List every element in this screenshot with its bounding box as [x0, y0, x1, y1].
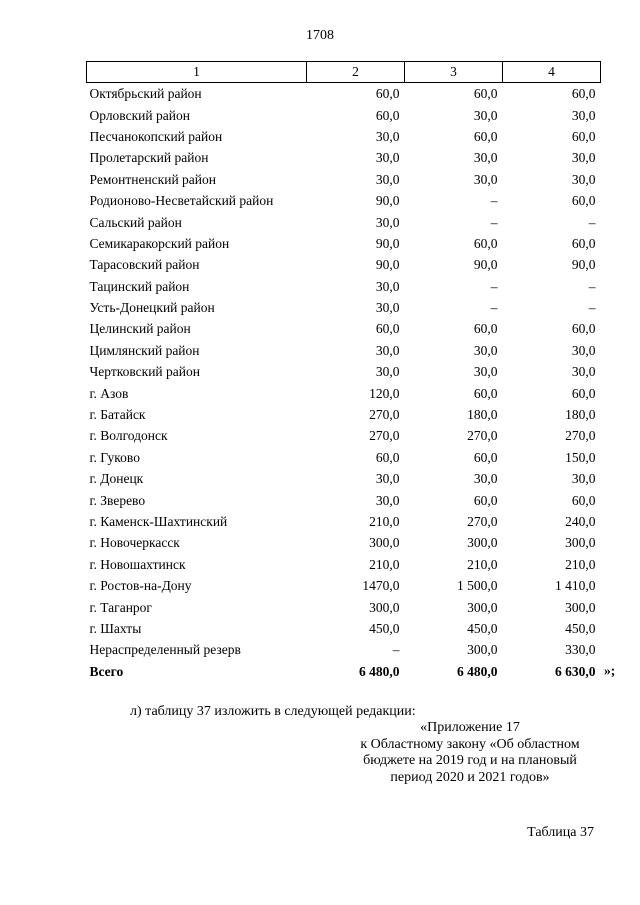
- row-value: 300,0: [369, 535, 400, 551]
- table-row: [87, 489, 601, 510]
- row-value: 210,0: [467, 556, 498, 572]
- row-value: 60,0: [571, 193, 596, 209]
- table-row: [87, 382, 601, 403]
- table-row: [87, 104, 601, 125]
- row-value: 60,0: [571, 235, 596, 251]
- row-value: 240,0: [565, 514, 596, 529]
- row-value: 60,0: [571, 492, 596, 508]
- table-row: [87, 618, 601, 639]
- row-label: Семикаракорский район: [89, 235, 230, 251]
- row-label: Орловский район: [89, 107, 190, 123]
- row-value: 60,0: [473, 86, 498, 102]
- appendix-line: бюджете на 2019 год и на плановый: [363, 753, 577, 768]
- table-row: [87, 147, 601, 168]
- row-value: 210,0: [565, 556, 596, 572]
- row-value: 150,0: [565, 449, 596, 465]
- row-value: 210,0: [369, 514, 400, 529]
- table-row: [87, 511, 601, 532]
- row-value: 30,0: [375, 171, 400, 187]
- row-label: г. Каменск-Шахтинский: [89, 514, 228, 529]
- table-row: [87, 425, 601, 446]
- row-value: 60,0: [473, 492, 498, 508]
- table-label: Таблица 37: [527, 825, 594, 840]
- table-row: [87, 276, 601, 297]
- row-value: 30,0: [375, 150, 400, 166]
- table-row: [87, 233, 601, 254]
- row-label: г. Волгодонск: [89, 428, 168, 444]
- row-label: г. Зверево: [89, 492, 146, 508]
- row-value: 90,0: [375, 235, 400, 251]
- row-value: 60,0: [375, 107, 400, 123]
- total-value: 6 630,0: [555, 663, 596, 679]
- total-row: [87, 661, 601, 682]
- table-row: [87, 254, 601, 275]
- row-value: 270,0: [467, 514, 498, 529]
- row-value: 30,0: [473, 150, 498, 166]
- table-row: [87, 340, 601, 361]
- row-value: 30,0: [473, 471, 498, 487]
- table-row: [87, 297, 601, 318]
- row-value: 450,0: [467, 620, 498, 636]
- row-label: Тацинский район: [89, 278, 190, 294]
- appendix-line: «Приложение 17: [420, 720, 520, 735]
- row-value: 60,0: [473, 449, 498, 465]
- row-value: 30,0: [473, 364, 498, 380]
- row-value: 180,0: [565, 407, 596, 423]
- row-value: 60,0: [571, 128, 596, 144]
- row-label: г. Новочеркасск: [89, 535, 180, 551]
- row-value: 30,0: [571, 471, 596, 487]
- row-value: 1 500,0: [457, 578, 498, 594]
- table-row: [87, 211, 601, 232]
- column-header: 3: [405, 62, 503, 83]
- table-header: [87, 62, 601, 83]
- row-value: 210,0: [369, 556, 400, 572]
- row-value: 330,0: [565, 642, 596, 658]
- row-value: 60,0: [473, 235, 498, 251]
- row-label: г. Азов: [89, 385, 129, 401]
- row-value: –: [392, 642, 400, 658]
- row-label: г. Таганрог: [89, 599, 152, 615]
- row-value: –: [490, 278, 498, 294]
- table-row: [87, 404, 601, 425]
- row-label: г. Новошахтинск: [89, 556, 186, 572]
- row-value: 60,0: [473, 128, 498, 144]
- allocation-table: [86, 61, 601, 682]
- row-value: 90,0: [375, 257, 400, 273]
- row-value: 30,0: [571, 364, 596, 380]
- row-value: 270,0: [467, 428, 498, 444]
- table-row: [87, 596, 601, 617]
- row-label: г. Гуково: [89, 449, 140, 465]
- appendix-line: к Областному закону «Об областном: [360, 736, 580, 752]
- row-value: 270,0: [369, 428, 400, 444]
- table-row: [87, 169, 601, 190]
- row-value: 60,0: [571, 321, 596, 337]
- row-label: Цимлянский район: [89, 342, 200, 358]
- table-row: [87, 554, 601, 575]
- row-label: г. Ростов-на-Дону: [89, 578, 192, 594]
- row-value: 60,0: [375, 321, 400, 337]
- row-value: 30,0: [571, 107, 596, 123]
- column-header: 2: [307, 62, 405, 83]
- row-value: 270,0: [369, 407, 400, 423]
- row-value: –: [588, 278, 596, 294]
- row-value: 30,0: [375, 278, 400, 294]
- row-value: 30,0: [375, 492, 400, 508]
- column-header: 1: [87, 62, 307, 83]
- row-label: Пролетарский район: [89, 150, 209, 166]
- row-label: Октябрьский район: [89, 86, 202, 102]
- row-value: 60,0: [571, 86, 596, 102]
- row-value: 60,0: [473, 321, 498, 337]
- row-value: 120,0: [369, 385, 400, 401]
- row-label: г. Шахты: [89, 620, 142, 636]
- row-value: 300,0: [467, 535, 498, 551]
- row-value: 60,0: [473, 385, 498, 401]
- row-value: 300,0: [565, 535, 596, 551]
- total-value: 6 480,0: [457, 663, 498, 679]
- appendix-caption: [340, 720, 600, 786]
- total-suffix: »;: [604, 663, 616, 679]
- row-label: Ремонтненский район: [89, 171, 216, 187]
- row-label: г. Батайск: [89, 407, 146, 423]
- row-value: 270,0: [565, 428, 596, 444]
- row-value: 60,0: [375, 449, 400, 465]
- column-header: 4: [503, 62, 601, 83]
- row-value: 1470,0: [362, 578, 400, 594]
- row-label: Нераспределенный резерв: [89, 642, 241, 658]
- instruction-text: л) таблицу 37 изложить в следующей редакции:: [130, 704, 416, 719]
- row-value: –: [588, 300, 596, 316]
- row-label: Чертковский район: [89, 364, 200, 380]
- row-value: 30,0: [375, 342, 400, 358]
- table-row: [87, 83, 601, 105]
- row-value: –: [588, 214, 596, 230]
- total-label: Всего: [89, 663, 124, 679]
- row-value: 1 410,0: [555, 578, 596, 594]
- row-value: 30,0: [473, 342, 498, 358]
- table-row: [87, 575, 601, 596]
- row-value: –: [490, 193, 498, 209]
- row-value: 300,0: [369, 599, 400, 615]
- table-row: [87, 468, 601, 489]
- row-value: 30,0: [375, 128, 400, 144]
- row-value: 300,0: [467, 599, 498, 615]
- row-label: г. Донецк: [89, 471, 144, 487]
- row-value: –: [490, 214, 498, 230]
- row-value: 30,0: [375, 471, 400, 487]
- table-row: [87, 532, 601, 553]
- row-value: 450,0: [565, 620, 596, 636]
- row-label: Песчанокопский район: [89, 128, 223, 144]
- row-value: 60,0: [375, 86, 400, 102]
- table-row: [87, 361, 601, 382]
- row-value: 300,0: [565, 599, 596, 615]
- row-value: 30,0: [473, 171, 498, 187]
- row-value: –: [490, 300, 498, 316]
- row-label: Сальский район: [89, 214, 182, 230]
- row-value: 30,0: [571, 171, 596, 187]
- row-value: 30,0: [375, 300, 400, 316]
- row-value: 60,0: [571, 385, 596, 401]
- table-row: [87, 190, 601, 211]
- row-value: 30,0: [375, 364, 400, 380]
- table-row: [87, 318, 601, 339]
- page-number: 1708: [306, 28, 334, 43]
- row-value: 30,0: [375, 214, 400, 230]
- row-label: Тарасовский район: [89, 257, 200, 273]
- row-label: Усть-Донецкий район: [89, 300, 215, 316]
- row-value: 300,0: [467, 642, 498, 658]
- appendix-line: период 2020 и 2021 годов»: [390, 769, 550, 785]
- row-value: 180,0: [467, 407, 498, 423]
- table-row: [87, 639, 601, 660]
- row-value: 30,0: [571, 342, 596, 358]
- table-body: [87, 83, 601, 682]
- row-value: 90,0: [571, 257, 596, 273]
- row-value: 90,0: [473, 257, 498, 273]
- table-row: [87, 447, 601, 468]
- table-row: [87, 126, 601, 147]
- row-label: Родионово-Несветайский район: [89, 193, 274, 209]
- row-value: 450,0: [369, 620, 400, 636]
- row-value: 30,0: [571, 150, 596, 166]
- total-value: 6 480,0: [359, 663, 400, 679]
- row-label: Целинский район: [89, 321, 191, 337]
- row-value: 30,0: [473, 107, 498, 123]
- row-value: 90,0: [375, 193, 400, 209]
